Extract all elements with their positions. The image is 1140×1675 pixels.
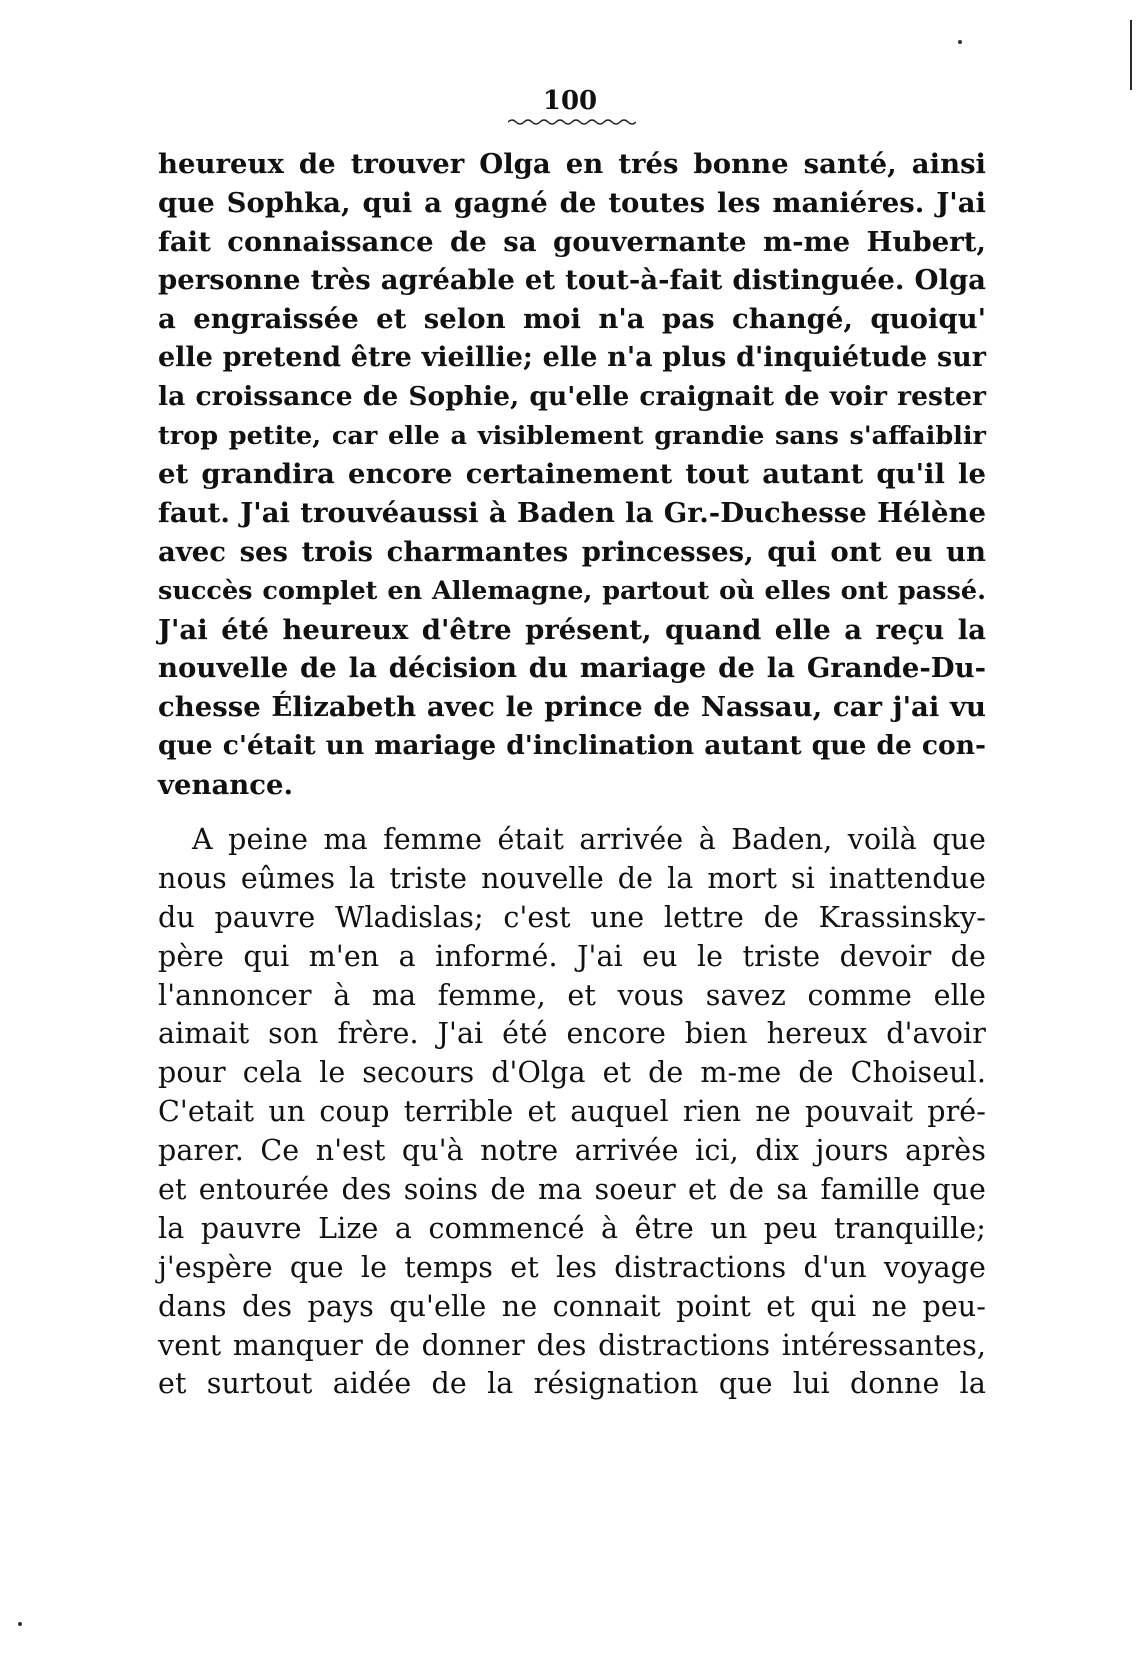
text-line: chesse Élizabeth avec le prince de Nassau, car j'ai vu — [158, 691, 986, 724]
text-line: trop petite, car elle a visiblement grandie sans s'affaiblir — [158, 420, 986, 451]
scan-speck — [18, 1622, 22, 1626]
text-line: A peine ma femme était arrivée à Baden, voilà que — [192, 823, 986, 856]
text-line: et grandira encore certainement tout autant qu'il le — [158, 458, 986, 491]
page-number-ornament — [508, 118, 636, 126]
text-line: la croissance de Sophie, qu'elle craignait de voir rester — [158, 380, 986, 412]
text-line: parer. Ce n'est qu'à notre arrivée ici, dix jours après — [158, 1134, 986, 1168]
text-line: personne très agréable et tout-à-fait distinguée. Olga — [158, 264, 986, 297]
scan-speck — [958, 40, 962, 44]
text-line: et entourée des soins de ma soeur et de sa famille que — [158, 1173, 986, 1207]
text-line: elle pretend être vieillie; elle n'a plus d'inquiétude sur — [158, 341, 986, 373]
text-line: avec ses trois charmantes princesses, qui ont eu un — [158, 535, 986, 568]
paragraph-1 — [158, 145, 986, 805]
text-line: j'espère que le temps et les distractions d'un voyage — [158, 1250, 986, 1284]
text-line: succès complet en Allemagne, partout où elles ont passé. — [158, 575, 986, 606]
text-line: nouvelle de la décision du mariage de la Grande-Du- — [158, 652, 986, 685]
text-line: l'annoncer à ma femme, et vous savez comme elle — [158, 978, 986, 1012]
text-line: dans des pays qu'elle ne connait point et qui ne peu- — [158, 1289, 986, 1323]
text-line: heureux de trouver Olga en trés bonne santé, ainsi — [158, 148, 986, 180]
text-line: venance. — [158, 768, 294, 801]
text-line: du pauvre Wladislas; c'est une lettre de Krassinsky- — [158, 900, 986, 934]
text-line: pour cela le secours d'Olga et de m-me de Choiseul. — [158, 1056, 986, 1090]
text-line: a engraissée et selon moi n'a pas changé, quoiqu' — [158, 303, 986, 336]
text-line: que Sophka, qui a gagné de toutes les maniéres. J'ai — [158, 186, 986, 219]
text-line: la pauvre Lize a commencé à être un peu tranquille; — [158, 1211, 986, 1245]
text-line: fait connaissance de sa gouvernante m-me Hubert, — [158, 225, 986, 258]
text-line: J'ai été heureux d'être présent, quand elle a reçu la — [158, 613, 986, 646]
text-line: que c'était un mariage d'inclination autant que de con- — [158, 729, 986, 761]
text-line: nous eûmes la triste nouvelle de la mort si inattendue — [158, 861, 986, 895]
scan-margin-rule — [1130, 20, 1132, 90]
text-line: aimait son frère. J'ai été encore bien hereux d'avoir — [158, 1017, 986, 1051]
page-number: 100 — [542, 86, 598, 116]
text-line: faut. J'ai trouvéaussi à Baden la Gr.-Duchesse Hélène — [158, 497, 986, 530]
text-line: père qui m'en a informé. J'ai eu le triste devoir de — [158, 939, 986, 973]
text-line: vent manquer de donner des distractions intéressantes, — [158, 1328, 986, 1362]
text-line: C'etait un coup terrible et auquel rien ne pouvait pré- — [158, 1095, 986, 1129]
text-line: et surtout aidée de la résignation que lui donne la — [158, 1367, 986, 1401]
paragraph-2 — [158, 821, 986, 1404]
